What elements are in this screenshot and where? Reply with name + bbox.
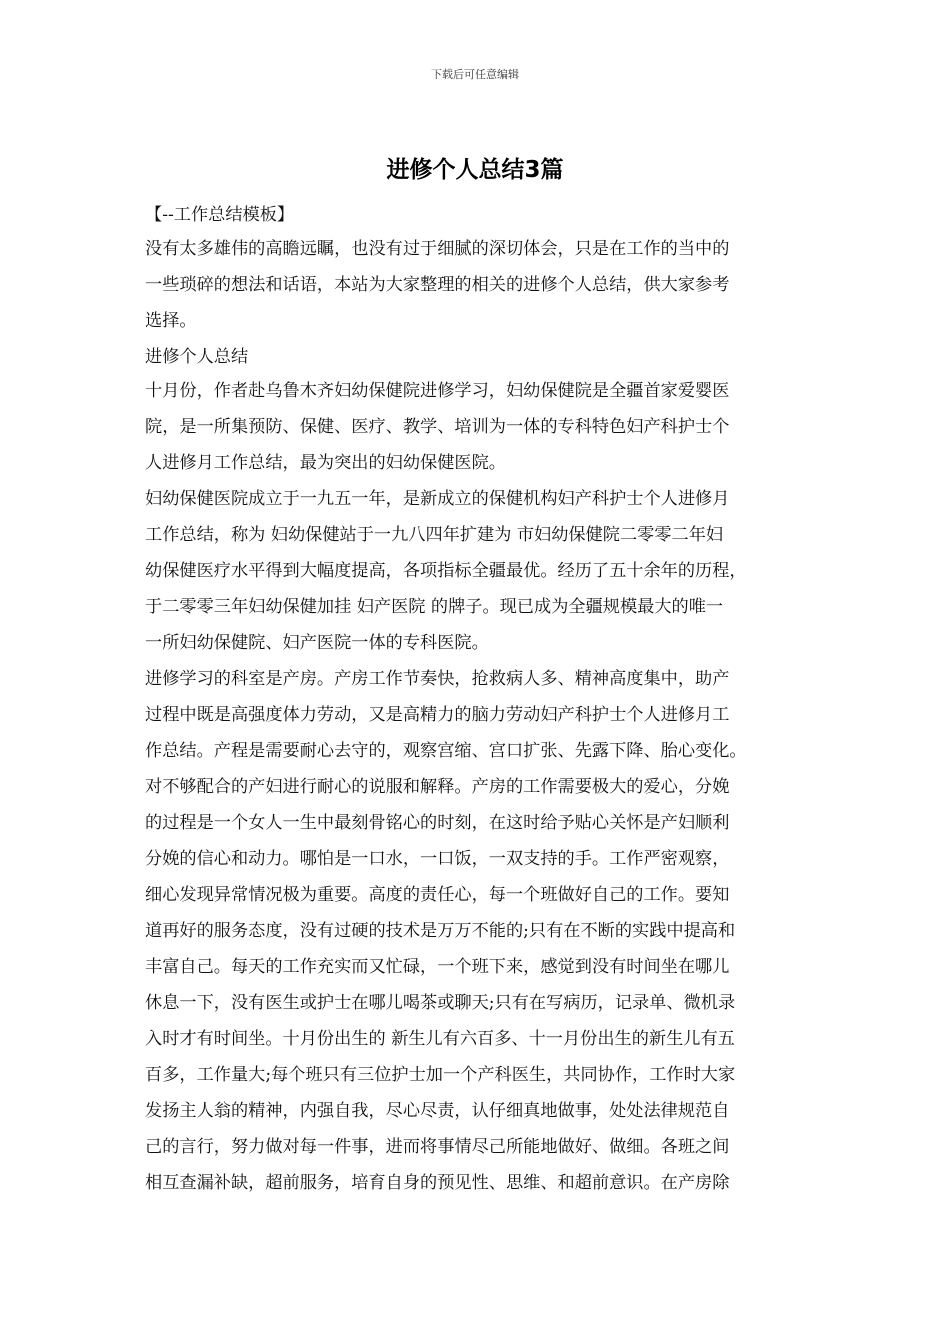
body-line: 幼保健医疗水平得到大幅度提高，各项指标全疆最优。经历了五十余年的历程， <box>145 561 747 581</box>
body-line: 的过程是一个女人一生中最刻骨铭心的时刻，在这时给予贴心关怀是产妇顺利 <box>145 813 730 833</box>
body-line: 细心发现异常情况极为重要。高度的责任心，每一个班做好自己的工作。要知 <box>145 885 730 905</box>
body-line: 十月份，作者赴乌鲁木齐妇幼保健院进修学习，妇幼保健院是全疆首家爱婴医 <box>145 381 730 401</box>
body-line: 对不够配合的产妇进行耐心的说服和解释。产房的工作需要极大的爱心，分娩 <box>145 777 730 797</box>
body-line: 进修学习的科室是产房。产房工作节奏快，抢救病人多、精神高度集中，助产 <box>145 669 730 689</box>
document-title: 进修个人总结3篇 <box>386 157 564 183</box>
body-line: 丰富自己。每天的工作充实而又忙碌，一个班下来，感觉到没有时间坐在哪儿 <box>145 957 730 977</box>
body-line: 没有太多雄伟的高瞻远瞩，也没有过于细腻的深切体会，只是在工作的当中的 <box>145 239 730 259</box>
body-line: 工作总结，称为 妇幼保健站于一九八四年扩建为 市妇幼保健院二零零二年妇 <box>145 525 724 545</box>
body-line: 院，是一所集预防、保健、医疗、教学、培训为一体的专科特色妇产科护士个 <box>145 417 730 437</box>
body-line: 己的言行，努力做对每一件事，进而将事情尽己所能地做好、做细。各班之间 <box>145 1137 730 1157</box>
body-line: 分娩的信心和动力。哪怕是一口水，一口饭，一双支持的手。工作严密观察， <box>145 849 730 869</box>
body-line: 发扬主人翁的精神，内强自我，尽心尽责，认仔细真地做事，处处法律规范自 <box>145 1101 730 1121</box>
body-line: 一所妇幼保健院、妇产医院一体的专科医院。 <box>145 633 489 653</box>
body-line: 一些琐碎的想法和话语，本站为大家整理的相关的进修个人总结，供大家参考 <box>145 275 730 295</box>
body-line: 于二零零三年妇幼保健加挂 妇产医院 的牌子。现已成为全疆规模最大的唯一 <box>145 597 724 617</box>
body-line: 百多，工作量大;每个班只有三位护士加一个产科医生，共同协作，工作时大家 <box>145 1065 736 1085</box>
body-line: 人进修月工作总结，最为突出的妇幼保健医院。 <box>145 453 506 473</box>
body-line: 妇幼保健医院成立于一九五一年，是新成立的保健机构妇产科护士个人进修月 <box>145 489 730 509</box>
body-line: 进修个人总结 <box>145 347 249 367</box>
body-line: 道再好的服务态度，没有过硬的技术是万万不能的;只有在不断的实践中提高和 <box>145 921 736 941</box>
body-line: 休息一下，没有医生或护士在哪儿喝茶或聊天;只有在写病历，记录单、微机录 <box>145 993 736 1013</box>
body-line: 【--工作总结模板】 <box>145 205 295 225</box>
header-note: 下载后可任意编辑 <box>431 68 519 81</box>
body-line: 作总结。产程是需要耐心去守的，观察宫缩、宫口扩张、先露下降、胎心变化。 <box>145 741 747 761</box>
body-line: 入时才有时间坐。十月份出生的 新生儿有六百多、十一月份出生的新生儿有五 <box>145 1029 735 1049</box>
body-line: 过程中既是高强度体力劳动，又是高精力的脑力劳动妇产科护士个人进修月工 <box>145 705 730 725</box>
body-line: 相互查漏补缺，超前服务，培育自身的预见性、思维、和超前意识。在产房除 <box>145 1173 730 1193</box>
body-line: 选择。 <box>145 311 197 331</box>
